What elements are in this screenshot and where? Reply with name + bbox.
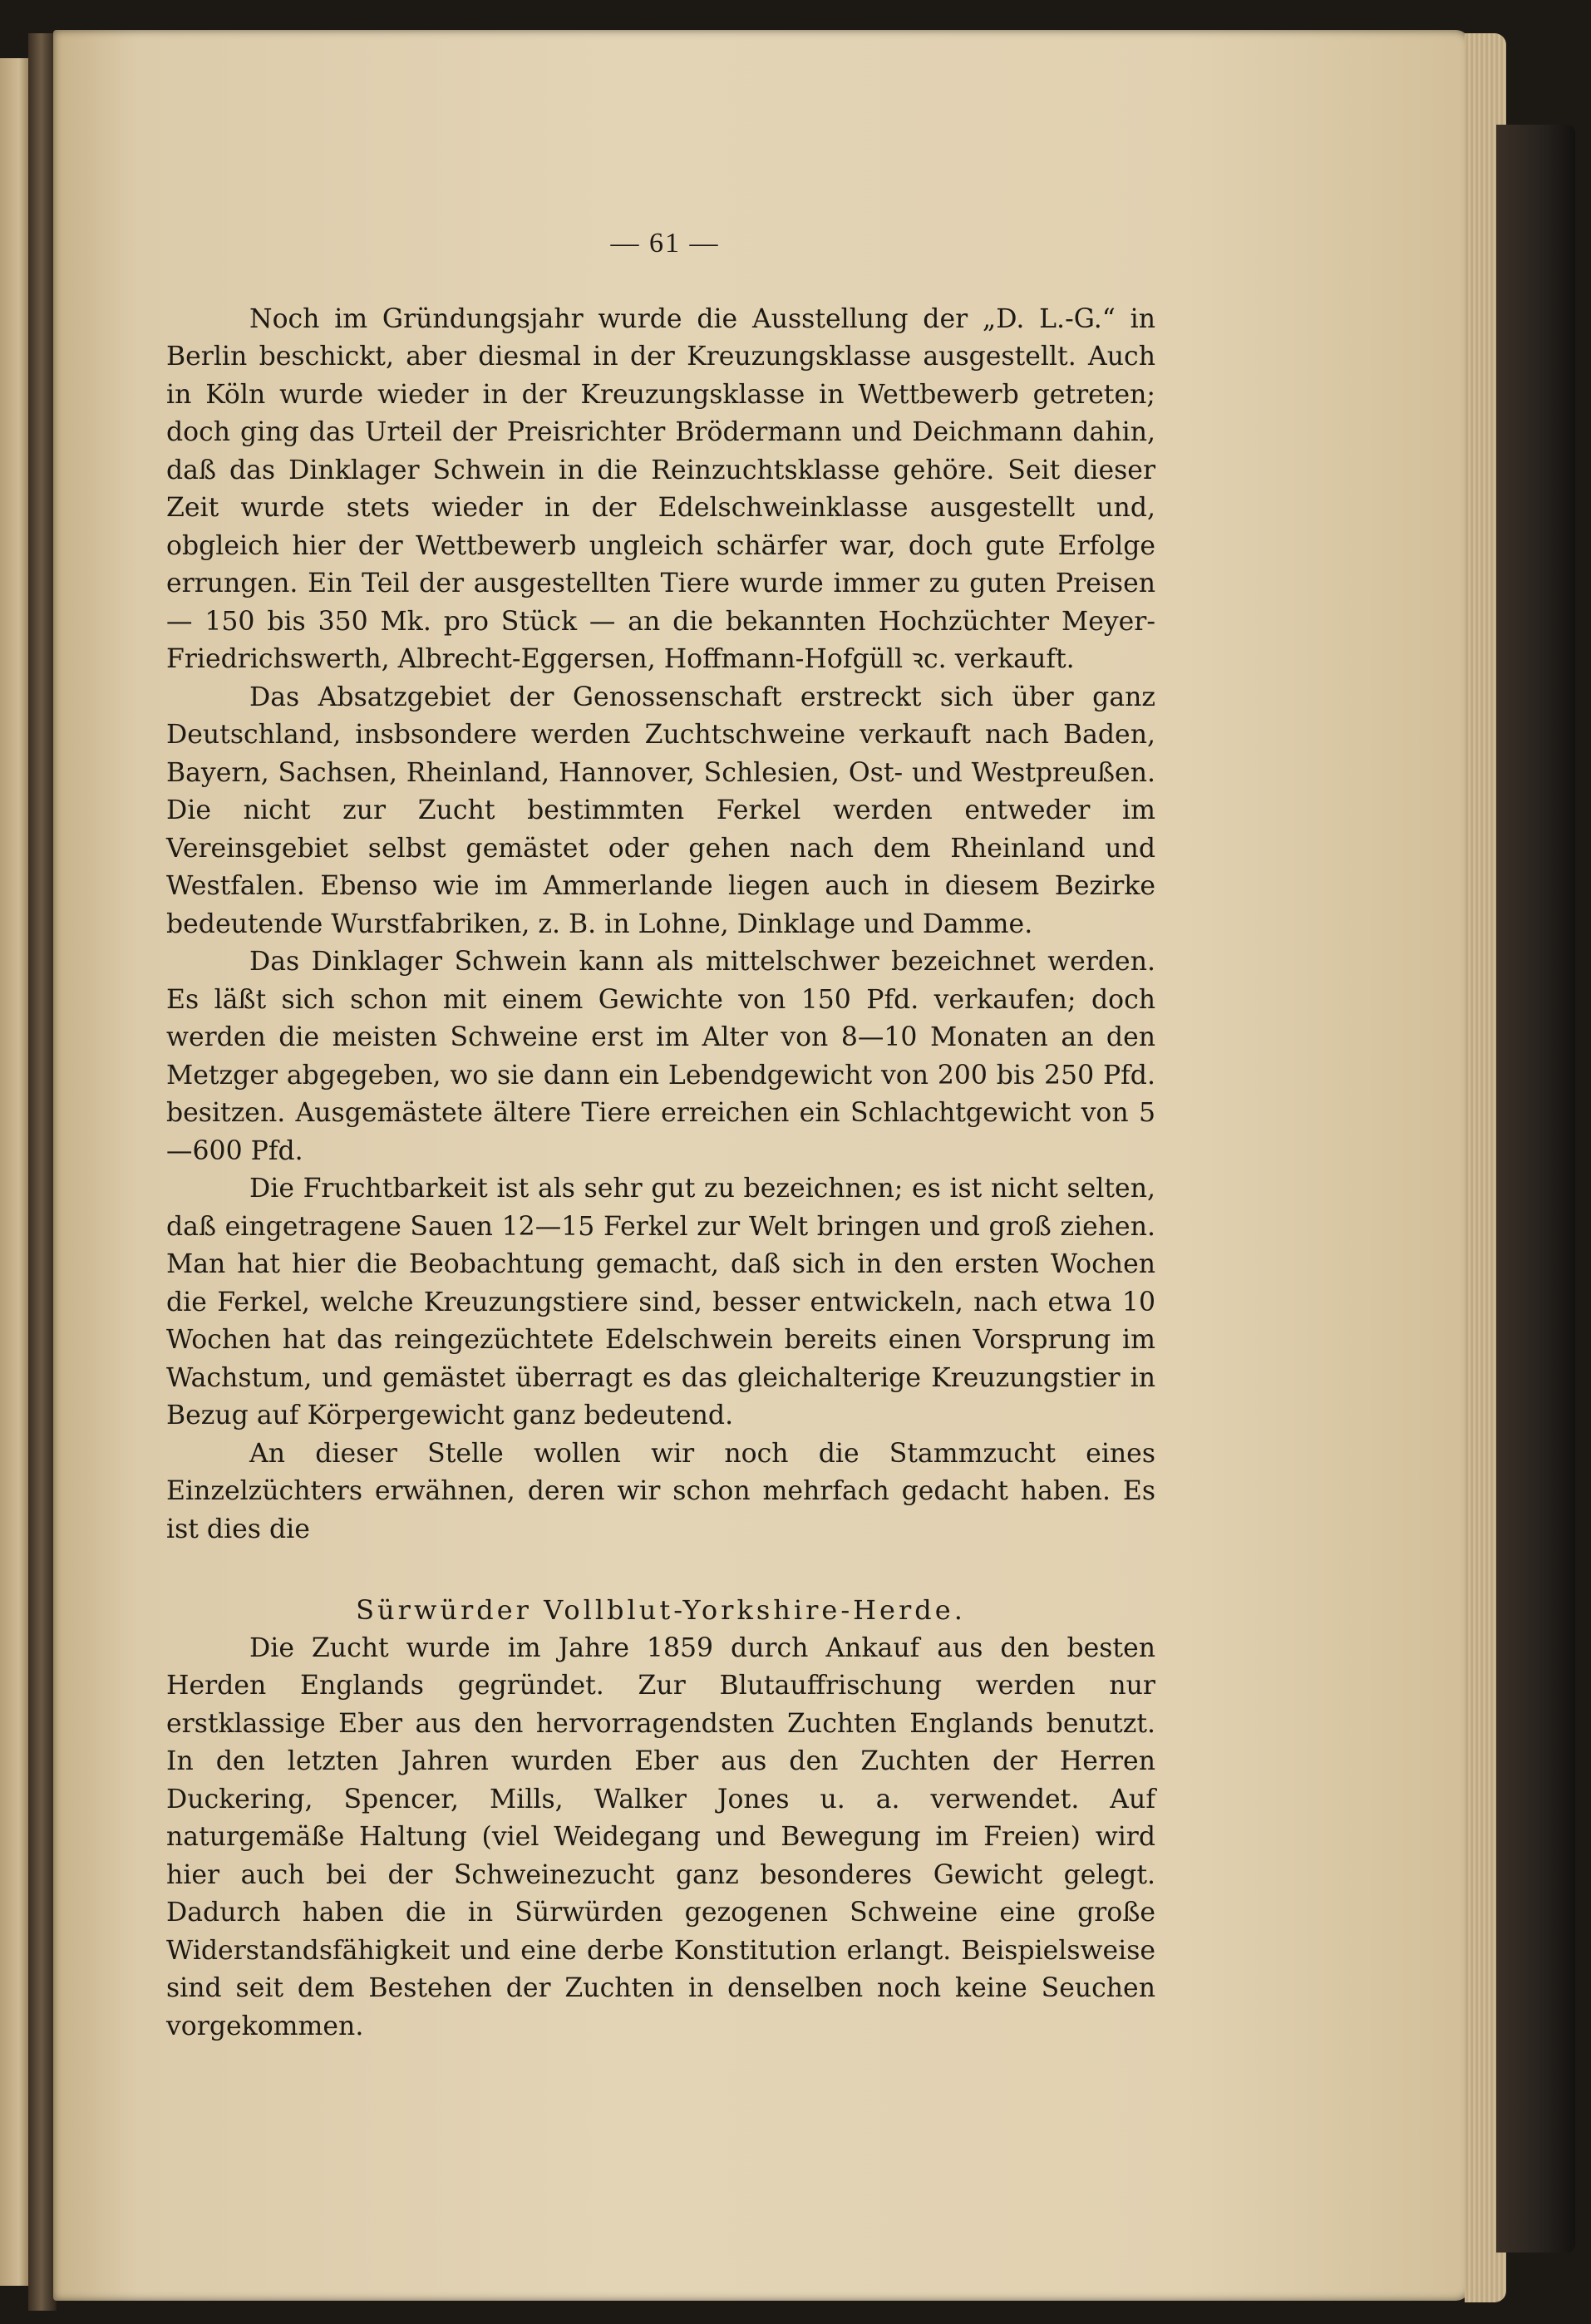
book-gutter xyxy=(28,33,57,2311)
paragraph-exhibitions: Noch im Gründungsjahr wurde die Ausstellung der „D. L.-G.“ in Berlin beschickt, aber diesmal in der Kreuzungsklasse ausgestellt. Auch in Köln wurde wieder in der Kreuzungsklasse in Wettbewerb getreten; doch ging das Urteil der Preisrichter Brödermann und Deichmann dahin, daß das Dinklager Schwein in die Reinzuchtsklasse gehöre. Seit dieser Zeit wurde stets wieder in der Edelschweinklasse ausgestellt und, obgleich hier der Wettbewerb ungleich schärfer war, doch gute Erfolge errungen. Ein Teil der ausgestellten Tiere wurde immer zu guten Preisen — 150 bis 350 Mk. pro Stück — an die bekannten Hochzüchter Meyer-Friedrichswerth, Albrecht-Eggersen, Hoffmann-Hofgüll ꝛc. verkauft. xyxy=(166,303,1155,674)
previous-page-edge xyxy=(0,58,32,2286)
paragraph-single-breeder: An dieser Stelle wollen wir noch die Stammzucht eines Einzelzüchters erwähnen, deren wir schon mehrfach gedacht haben. Es ist dies die xyxy=(166,1438,1155,1544)
section-heading: Sürwürder Vollblut-Yorkshire-Herde. xyxy=(356,1594,966,1626)
book-cover-edge xyxy=(1496,125,1575,2253)
paragraph-weight: Das Dinklager Schwein kann als mittelschwer bezeichnet werden. Es läßt sich schon mit einem Gewichte von 150 Pfd. verkaufen; doch werden die meisten Schweine erst im Alter von 8—10 Monaten an den Metzger abgegeben, wo sie dann ein Lebendgewicht von 200 bis 250 Pfd. besitzen. Ausgemästete ältere Tiere erreichen ein Schlachtgewicht von 5—600 Pfd. xyxy=(166,947,1155,1166)
paragraph-herd-history: Die Zucht wurde im Jahre 1859 durch Ankauf aus den besten Herden Englands gegründet. Zur Blutauffrischung werden nur erstklassige Eber aus den hervorragendsten Zuchten Englands benutzt. In den letzten Jahren wurden Eber aus den Zuchten der Herren Duckering, Spencer, Mills, Walker Jones u. a. verwendet. Auf naturgemäße Haltung (viel Weidegang und Bewegung im Freien) wird hier auch bei der Schweinezucht ganz besonderes Gewicht gelegt. Dadurch haben die in Sürwürden gezogenen Schweine eine große Widerstandsfähigkeit und eine derbe Konstitution erlangt. Beispielsweise sind seit dem Bestehen der Zuchten in denselben noch keine Seuchen vorgekommen. xyxy=(166,1632,1155,2041)
paragraph-sales-area: Das Absatzgebiet der Genossenschaft erstreckt sich über ganz Deutschland, insbsondere werden Zuchtschweine verkauft nach Baden, Bayern, Sachsen, Rheinland, Hannover, Schlesien, Ost- und Westpreußen. Die nicht zur Zucht bestimmten Ferkel werden entweder im Vereinsgebiet selbst gemästet oder gehen nach dem Rheinland und Westfalen. Ebenso wie im Ammerlande liegen auch in diesem Bezirke bedeutende Wurstfabriken, z. B. in Lohne, Dinklage und Damme. xyxy=(166,682,1155,939)
page-number: — 61 — xyxy=(610,228,720,258)
paragraph-fertility: Die Fruchtbarkeit ist als sehr gut zu bezeichnen; es ist nicht selten, daß eingetragene Sauen 12—15 Ferkel zur Welt bringen und groß ziehen. Man hat hier die Beobachtung gemacht, daß sich in den ersten Wochen die Ferkel, welche Kreuzungstiere sind, besser entwickeln, nach etwa 10 Wochen hat das reingezüchtete Edelschwein bereits einen Vorsprung im Wachstum, und gemästet überragt es das gleichalterige Kreuzungstier in Bezug auf Körpergewicht ganz bedeutend. xyxy=(166,1174,1155,1430)
page-text-block xyxy=(166,224,1155,2046)
